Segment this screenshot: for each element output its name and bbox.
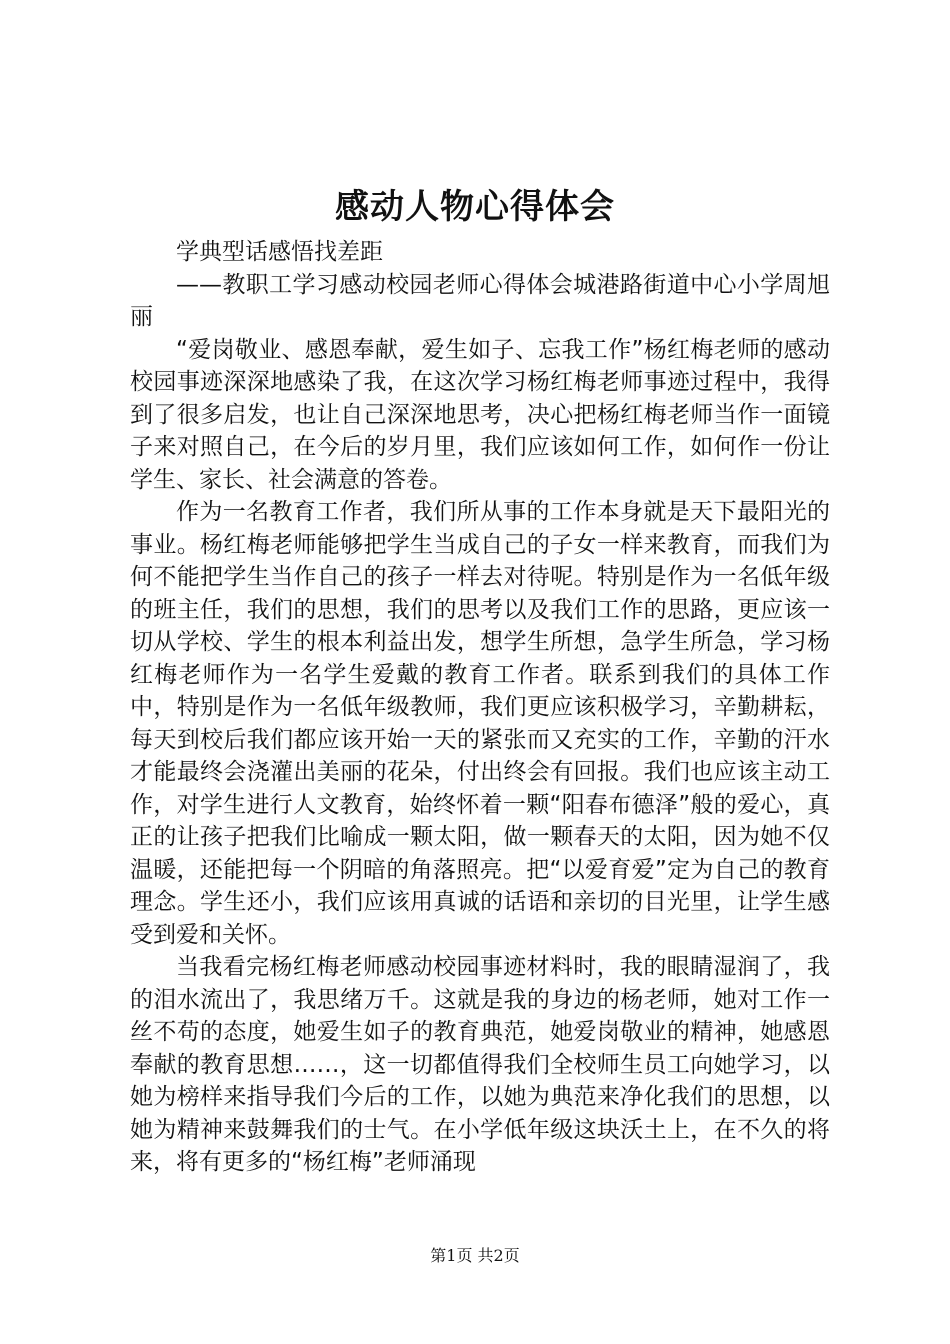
body-paragraph: 当我看完杨红梅老师感动校园事迹材料时，我的眼睛湿润了，我的泪水流出了，我思绪万千。这就是我的身边的杨老师，她对工作一丝不苟的态度，她爱生如子的教育典范，她爱岗敬业的精神，她感恩奉献的教育思想……，这一切都值得我们全校师生员工向她学习，以她为榜样来指导我们今后的工作，以她为典范来净化我们的思想，以她为精神来鼓舞我们的士气。在小学低年级这块沃土上，在不久的将来，将有更多的“杨红梅”老师涌现 — [130, 954, 830, 1175]
byline-paragraph: ——教职工学习感动校园老师心得体会城港路街道中心小学周旭丽 — [130, 271, 830, 330]
body-paragraph: 作为一名教育工作者，我们所从事的工作本身就是天下最阳光的事业。杨红梅老师能够把学生当成自己的子女一样来教育，而我们为何不能把学生当作自己的孩子一样去对待呢。特别是作为一名低年级的班主任，我们的思想，我们的思考以及我们工作的思路，更应该一切从学校、学生的根本利益出发，想学生所想，急学生所急，学习杨红梅老师作为一名学生爱戴的教育工作者。联系到我们的具体工作中，特别是作为一名低年级教师，我们更应该积极学习，辛勤耕耘，每天到校后我们都应该开始一天的紧张而又充实的工作，辛勤的汗水才能最终会浇灌出美丽的花朵，付出终会有回报。我们也应该主动工作，对学生进行人文教育，始终怀着一颗“阳春布德泽”般的爱心，真正的让孩子把我们比喻成一颗太阳，做一颗春天的太阳，因为她不仅温暖，还能把每一个阴暗的角落照亮。把“以爱育爱”定为自己的教育理念。学生还小，我们应该用真诚的话语和亲切的目光里，让学生感受到爱和关怀。 — [130, 499, 830, 948]
subtitle-paragraph: 学典型话感悟找差距 — [176, 239, 383, 265]
document-body — [130, 236, 830, 1179]
page-number-footer: 第1页 共2页 — [430, 1246, 520, 1265]
document-title: 感动人物心得体会 — [335, 187, 615, 227]
body-paragraph: “爱岗敬业、感恩奉献，爱生如子、忘我工作”杨红梅老师的感动校园事迹深深地感染了我，在这次学习杨红梅老师事迹过程中，我得到了很多启发，也让自己深深地思考，决心把杨红梅老师当作一面镜子来对照自己，在今后的岁月里，我们应该如何工作，如何作一份让学生、家长、社会满意的答卷。 — [130, 336, 830, 493]
